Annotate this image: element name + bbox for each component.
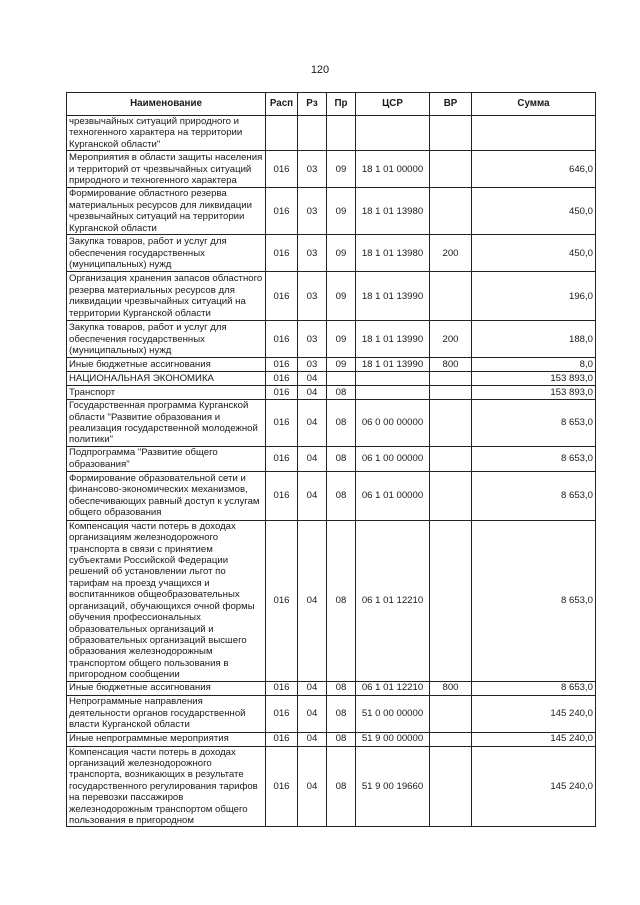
table-row	[67, 695, 596, 732]
cell-rasp: 016	[266, 372, 298, 386]
cell-pr: 08	[327, 732, 356, 746]
table-header	[67, 93, 596, 116]
cell-rz: 04	[298, 372, 327, 386]
cell-name: Иные бюджетные ассигнования	[67, 358, 266, 372]
table-row	[67, 358, 596, 372]
cell-rasp: 016	[266, 188, 298, 235]
table-row	[67, 400, 596, 447]
table-row	[67, 188, 596, 235]
cell-name: Подпрограмма "Развитие общего образования"	[67, 446, 266, 471]
cell-name: Мероприятия в области защиты населения и территорий от чрезвычайных ситуаций природного и техногенного характера	[67, 151, 266, 188]
cell-sum: 8 653,0	[472, 471, 596, 520]
cell-csr: 06 1 01 00000	[356, 471, 430, 520]
cell-rasp: 016	[266, 732, 298, 746]
cell-pr: 08	[327, 746, 356, 827]
cell-rz: 03	[298, 188, 327, 235]
cell-name: НАЦИОНАЛЬНАЯ ЭКОНОМИКА	[67, 372, 266, 386]
cell-pr: 09	[327, 358, 356, 372]
cell-pr: 08	[327, 400, 356, 447]
cell-vr	[430, 151, 472, 188]
cell-sum: 450,0	[472, 235, 596, 272]
column-header-vr: ВР	[430, 93, 472, 116]
cell-csr: 06 0 00 00000	[356, 400, 430, 447]
cell-rz: 04	[298, 400, 327, 447]
cell-pr: 08	[327, 520, 356, 681]
cell-csr	[356, 372, 430, 386]
cell-pr: 09	[327, 151, 356, 188]
table-row	[67, 681, 596, 695]
cell-pr: 09	[327, 321, 356, 358]
cell-vr: 200	[430, 235, 472, 272]
column-header-pr: Пр	[327, 93, 356, 116]
cell-pr: 09	[327, 272, 356, 321]
table-row	[67, 321, 596, 358]
cell-pr	[327, 372, 356, 386]
cell-sum: 145 240,0	[472, 746, 596, 827]
cell-sum: 8 653,0	[472, 446, 596, 471]
table-row	[67, 746, 596, 827]
cell-csr: 06 1 00 00000	[356, 446, 430, 471]
cell-csr: 51 9 00 19660	[356, 746, 430, 827]
cell-name: Государственная программа Курганской области "Развитие образования и реализация государственной молодежной политики"	[67, 400, 266, 447]
cell-rz: 04	[298, 520, 327, 681]
table-row	[67, 386, 596, 400]
table-row	[67, 235, 596, 272]
cell-vr	[430, 471, 472, 520]
cell-rz: 03	[298, 235, 327, 272]
cell-sum: 196,0	[472, 272, 596, 321]
column-header-rz: Рз	[298, 93, 327, 116]
cell-pr: 09	[327, 188, 356, 235]
table-row	[67, 520, 596, 681]
cell-csr: 51 0 00 00000	[356, 695, 430, 732]
cell-sum: 145 240,0	[472, 732, 596, 746]
cell-pr: 08	[327, 695, 356, 732]
table-body	[67, 116, 596, 827]
cell-rasp: 016	[266, 446, 298, 471]
table-row	[67, 372, 596, 386]
cell-rasp: 016	[266, 400, 298, 447]
cell-name: Формирование образовательной сети и финансово-экономических механизмов, обеспечивающих равный доступ к услугам общего образования	[67, 471, 266, 520]
table-row	[67, 116, 596, 151]
cell-csr: 18 1 01 13990	[356, 272, 430, 321]
cell-rasp: 016	[266, 681, 298, 695]
cell-rz: 03	[298, 321, 327, 358]
cell-vr: 800	[430, 681, 472, 695]
cell-csr: 51 9 00 00000	[356, 732, 430, 746]
column-header-csr: ЦСР	[356, 93, 430, 116]
cell-sum: 153 893,0	[472, 372, 596, 386]
cell-pr: 08	[327, 681, 356, 695]
header-row	[67, 93, 596, 116]
cell-rz: 03	[298, 151, 327, 188]
cell-vr	[430, 732, 472, 746]
cell-rasp	[266, 116, 298, 151]
cell-rz: 03	[298, 358, 327, 372]
cell-name: Иные непрограммные мероприятия	[67, 732, 266, 746]
cell-rz: 04	[298, 681, 327, 695]
cell-rasp: 016	[266, 235, 298, 272]
cell-sum: 188,0	[472, 321, 596, 358]
cell-csr: 18 1 01 13980	[356, 235, 430, 272]
cell-vr	[430, 446, 472, 471]
cell-name: Закупка товаров, работ и услуг для обеспечения государственных (муниципальных) нужд	[67, 235, 266, 272]
cell-pr: 08	[327, 446, 356, 471]
cell-vr: 200	[430, 321, 472, 358]
cell-rasp: 016	[266, 272, 298, 321]
cell-vr	[430, 695, 472, 732]
cell-sum: 153 893,0	[472, 386, 596, 400]
cell-sum: 646,0	[472, 151, 596, 188]
cell-csr	[356, 116, 430, 151]
cell-name: чрезвычайных ситуаций природного и техногенного характера на территории Курганской области"	[67, 116, 266, 151]
table-row	[67, 446, 596, 471]
cell-csr: 18 1 01 13990	[356, 358, 430, 372]
cell-pr: 08	[327, 471, 356, 520]
cell-pr	[327, 116, 356, 151]
cell-name: Непрограммные направления деятельности органов государственной власти Курганской области	[67, 695, 266, 732]
cell-rasp: 016	[266, 520, 298, 681]
table-row	[67, 732, 596, 746]
cell-rasp: 016	[266, 695, 298, 732]
cell-rz: 04	[298, 695, 327, 732]
cell-rasp: 016	[266, 471, 298, 520]
cell-name: Организация хранения запасов областного резерва материальных ресурсов для ликвидации чрезвычайных ситуаций на территории Курганской области	[67, 272, 266, 321]
cell-rasp: 016	[266, 746, 298, 827]
cell-pr: 08	[327, 386, 356, 400]
cell-name: Иные бюджетные ассигнования	[67, 681, 266, 695]
column-header-sum: Сумма	[472, 93, 596, 116]
cell-csr: 18 1 01 13980	[356, 188, 430, 235]
cell-csr: 18 1 01 13990	[356, 321, 430, 358]
cell-sum: 8 653,0	[472, 681, 596, 695]
cell-rz	[298, 116, 327, 151]
cell-pr: 09	[327, 235, 356, 272]
cell-rz: 03	[298, 272, 327, 321]
cell-name: Компенсация части потерь в доходах организациям железнодорожного транспорта в связи с принятием субъектами Российской Федерации решений об установлении льгот по тарифам на проезд учащихся и воспитанников общеобразовательных организаций, обучающихся очной формы обучения профессиональных образовательных организаций и образовательных организаций высшего образования железнодорожным транспортом общего пользования в пригородном сообщении	[67, 520, 266, 681]
cell-vr: 800	[430, 358, 472, 372]
cell-name: Компенсация части потерь в доходах организаций железнодорожного транспорта, возникающих в результате государственного регулирования тарифов на перевозки пассажиров железнодорожным транспортом общего пользования в пригородном	[67, 746, 266, 827]
cell-rz: 04	[298, 471, 327, 520]
cell-vr	[430, 116, 472, 151]
cell-vr	[430, 272, 472, 321]
cell-sum: 8,0	[472, 358, 596, 372]
cell-vr	[430, 746, 472, 827]
cell-sum: 450,0	[472, 188, 596, 235]
cell-rasp: 016	[266, 358, 298, 372]
cell-vr	[430, 372, 472, 386]
column-header-name: Наименование	[67, 93, 266, 116]
budget-table	[66, 92, 596, 827]
cell-csr	[356, 386, 430, 400]
page-number: 120	[310, 64, 330, 76]
cell-sum	[472, 116, 596, 151]
cell-rasp: 016	[266, 151, 298, 188]
cell-rz: 04	[298, 746, 327, 827]
cell-csr: 06 1 01 12210	[356, 520, 430, 681]
cell-rz: 04	[298, 446, 327, 471]
cell-rz: 04	[298, 732, 327, 746]
cell-rasp: 016	[266, 386, 298, 400]
cell-sum: 145 240,0	[472, 695, 596, 732]
cell-vr	[430, 520, 472, 681]
cell-vr	[430, 386, 472, 400]
cell-rasp: 016	[266, 321, 298, 358]
table-row	[67, 151, 596, 188]
cell-name: Закупка товаров, работ и услуг для обеспечения государственных (муниципальных) нужд	[67, 321, 266, 358]
cell-name: Формирование областного резерва материальных ресурсов для ликвидации чрезвычайных ситуаций на территории Курганской области	[67, 188, 266, 235]
cell-name: Транспорт	[67, 386, 266, 400]
table-row	[67, 272, 596, 321]
cell-csr: 18 1 01 00000	[356, 151, 430, 188]
cell-vr	[430, 188, 472, 235]
table-row	[67, 471, 596, 520]
cell-rz: 04	[298, 386, 327, 400]
cell-sum: 8 653,0	[472, 400, 596, 447]
column-header-rasp: Расп	[266, 93, 298, 116]
cell-vr	[430, 400, 472, 447]
cell-sum: 8 653,0	[472, 520, 596, 681]
cell-csr: 06 1 01 12210	[356, 681, 430, 695]
